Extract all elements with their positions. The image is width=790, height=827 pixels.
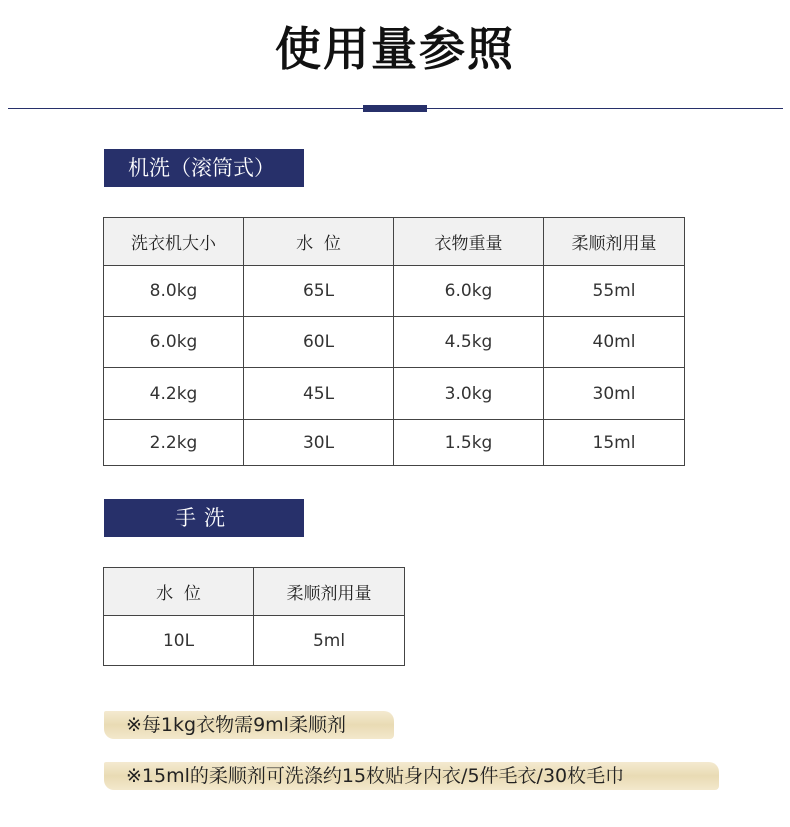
cell-laundry-weight: 1.5kg — [394, 420, 544, 466]
machine-wash-label: 机洗（滚筒式） — [104, 149, 304, 187]
cell-laundry-weight: 6.0kg — [394, 266, 544, 317]
note-wash-capacity: ※15ml的柔顺剂可洗涤约15枚贴身内衣/5件毛衣/30枚毛巾 — [104, 762, 719, 790]
cell-water-level: 30L — [244, 420, 394, 466]
cell-laundry-weight: 4.5kg — [394, 317, 544, 368]
hand-wash-label: 手洗 — [104, 499, 304, 537]
cell-water-level: 60L — [244, 317, 394, 368]
header-water-level: 水 位 — [104, 568, 254, 616]
title-divider-accent — [363, 105, 427, 112]
cell-softener-amount: 15ml — [544, 420, 685, 466]
header-softener-amount: 柔顺剂用量 — [544, 218, 685, 266]
table-row — [104, 616, 405, 666]
cell-softener-amount: 40ml — [544, 317, 685, 368]
header-water-level: 水 位 — [244, 218, 394, 266]
cell-softener-amount: 5ml — [254, 616, 405, 666]
table-row — [104, 420, 685, 466]
cell-machine-size: 6.0kg — [104, 317, 244, 368]
machine-wash-table — [103, 217, 685, 466]
cell-machine-size: 8.0kg — [104, 266, 244, 317]
table-header-row — [104, 568, 405, 616]
note-softener-ratio: ※每1kg衣物需9ml柔顺剂 — [104, 711, 394, 739]
cell-water-level: 45L — [244, 368, 394, 420]
hand-wash-table — [103, 567, 405, 666]
header-laundry-weight: 衣物重量 — [394, 218, 544, 266]
header-softener-amount: 柔顺剂用量 — [254, 568, 405, 616]
table-header-row — [104, 218, 685, 266]
cell-machine-size: 2.2kg — [104, 420, 244, 466]
cell-water-level: 65L — [244, 266, 394, 317]
table-row — [104, 368, 685, 420]
cell-laundry-weight: 3.0kg — [394, 368, 544, 420]
header-machine-size: 洗衣机大小 — [104, 218, 244, 266]
table-row — [104, 266, 685, 317]
cell-softener-amount: 55ml — [544, 266, 685, 317]
page-title: 使用量参照 — [275, 22, 515, 76]
cell-water-level: 10L — [104, 616, 254, 666]
cell-softener-amount: 30ml — [544, 368, 685, 420]
table-row — [104, 317, 685, 368]
cell-machine-size: 4.2kg — [104, 368, 244, 420]
